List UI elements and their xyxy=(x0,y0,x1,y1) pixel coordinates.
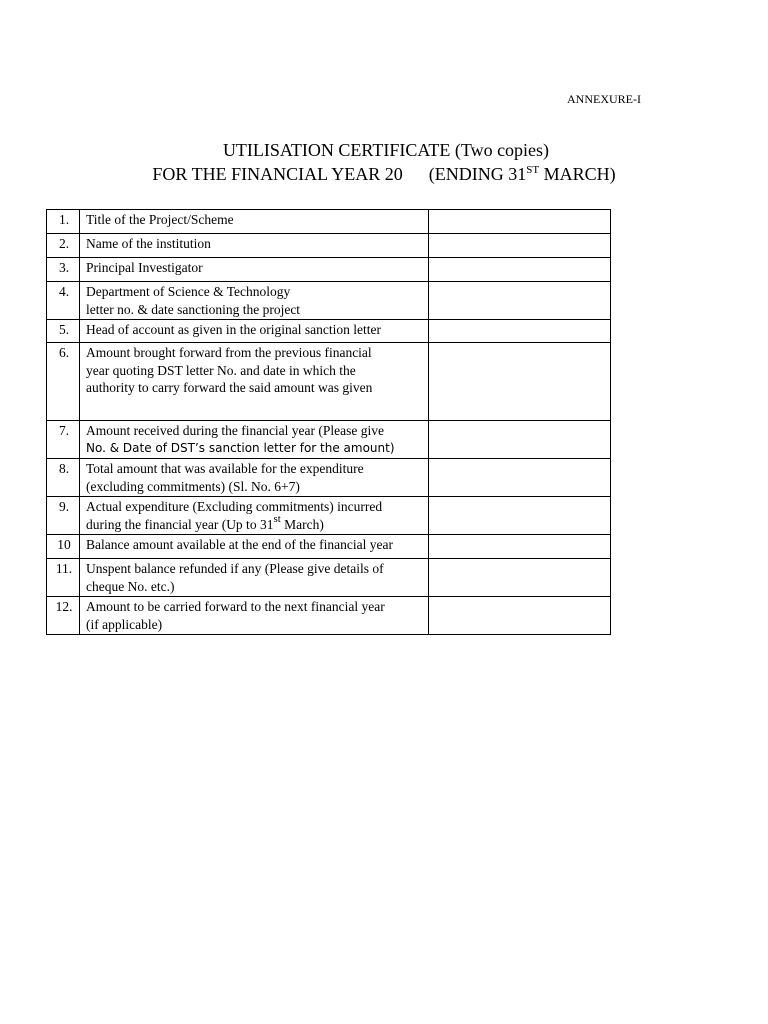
row-number: 9. xyxy=(47,497,80,535)
row-description: Actual expenditure (Excluding commitments) incurred during the financial year (Up to 31st March) xyxy=(80,497,429,535)
row-description: Amount to be carried forward to the next financial year (if applicable) xyxy=(80,597,429,635)
row-number: 4. xyxy=(47,282,80,320)
row-description: Amount received during the financial year (Please give No. & Date of DST’s sanction letter for the amount) xyxy=(80,421,429,459)
table-row xyxy=(47,320,611,343)
row-value-field[interactable] xyxy=(429,597,611,635)
table-row xyxy=(47,497,611,535)
row-value-field[interactable] xyxy=(429,497,611,535)
row-value-field[interactable] xyxy=(429,282,611,320)
row-number: 12. xyxy=(47,597,80,635)
table-row xyxy=(47,421,611,459)
row-number: 1. xyxy=(47,210,80,234)
row-number: 5. xyxy=(47,320,80,343)
row-description: Title of the Project/Scheme xyxy=(80,210,429,234)
annexure-label: ANNEXURE-I xyxy=(567,92,641,106)
table-row xyxy=(47,282,611,320)
row-value-field[interactable] xyxy=(429,258,611,282)
row-value-field[interactable] xyxy=(429,535,611,559)
title-financial-year: FOR THE FINANCIAL YEAR 20 xyxy=(152,164,403,184)
row-value-field[interactable] xyxy=(429,343,611,421)
row-number: 10 xyxy=(47,535,80,559)
table-row xyxy=(47,343,611,421)
row-value-field[interactable] xyxy=(429,210,611,234)
row-value-field[interactable] xyxy=(429,459,611,497)
table-row xyxy=(47,597,611,635)
title-ending-month: MARCH) xyxy=(539,164,616,184)
row-value-field[interactable] xyxy=(429,234,611,258)
row-number: 11. xyxy=(47,559,80,597)
title-line-1: UTILISATION CERTIFICATE (Two copies) xyxy=(222,140,550,160)
row-description: Amount brought forward from the previous financial year quoting DST letter No. and date in which the authority to carry forward the said amount was given xyxy=(80,343,429,421)
title-ending-sup: ST xyxy=(526,164,540,176)
row-value-field[interactable] xyxy=(429,320,611,343)
table-row xyxy=(47,258,611,282)
row-description: Total amount that was available for the expenditure (excluding commitments) (Sl. No. 6+7) xyxy=(80,459,429,497)
table-row xyxy=(47,234,611,258)
row-number: 2. xyxy=(47,234,80,258)
row-number: 6. xyxy=(47,343,80,421)
utilisation-table xyxy=(46,209,611,635)
row-number: 8. xyxy=(47,459,80,497)
table-row xyxy=(47,535,611,559)
row-description: Principal Investigator xyxy=(80,258,429,282)
row-description: Name of the institution xyxy=(80,234,429,258)
table-row xyxy=(47,459,611,497)
table-row xyxy=(47,210,611,234)
row-description: Balance amount available at the end of the financial year xyxy=(80,535,429,559)
table-row xyxy=(47,559,611,597)
title-ending: (ENDING 31 xyxy=(428,164,527,184)
certificate-title xyxy=(0,138,768,186)
title-line-2 xyxy=(0,162,768,186)
row-description: Unspent balance refunded if any (Please give details of cheque No. etc.) xyxy=(80,559,429,597)
row-value-field[interactable] xyxy=(429,421,611,459)
row-number: 7. xyxy=(47,421,80,459)
row-description: Department of Science & Technology letter no. & date sanctioning the project xyxy=(80,282,429,320)
row-value-field[interactable] xyxy=(429,559,611,597)
row-number: 3. xyxy=(47,258,80,282)
row-description: Head of account as given in the original sanction letter xyxy=(80,320,429,343)
